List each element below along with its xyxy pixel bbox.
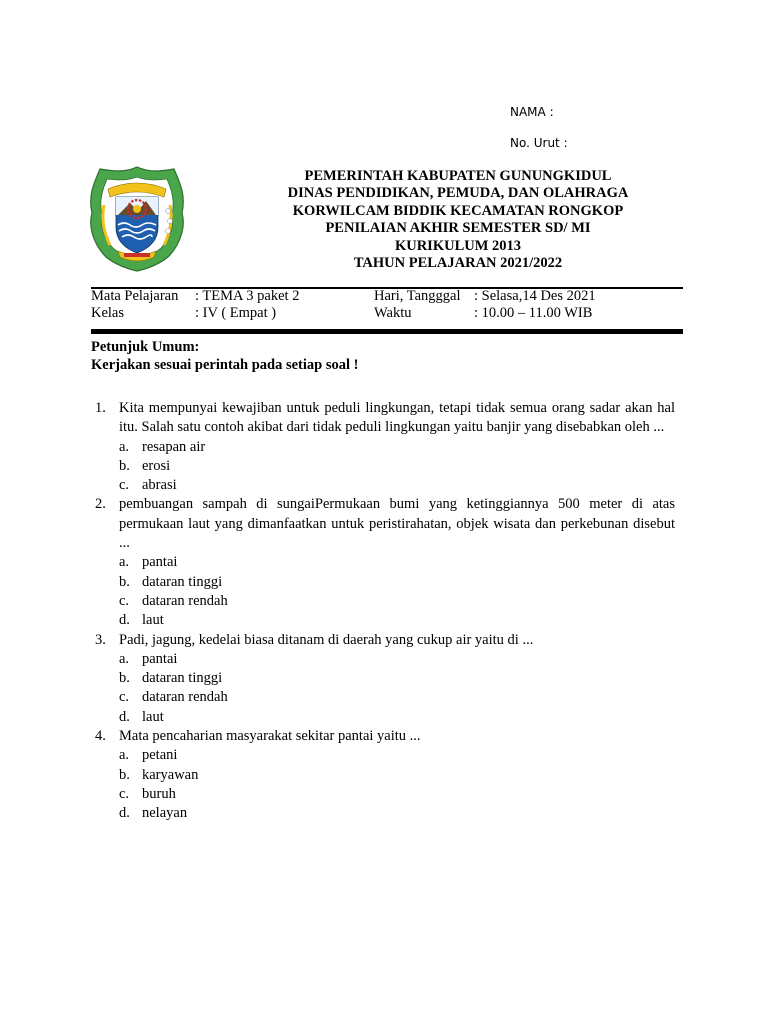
answer-option [91,476,675,495]
class-label: Kelas [91,305,125,321]
question-number: 2. [95,496,106,513]
question-number: 3. [95,631,106,648]
day-value: : Selasa,14 Des 2021 [474,288,596,304]
exam-info [91,288,691,322]
option-letter: c. [119,785,130,802]
answer-option [91,669,675,688]
instructions-text: Kerjakan sesuai perintah pada setiap soal ! [91,357,359,373]
letterhead-line: DINAS PENDIDIKAN, PEMUDA, DAN OLAHRAGA [287,185,629,202]
info-divider [91,329,683,334]
gunungkidul-regency-crest-icon [88,165,186,273]
option-letter: a. [119,650,130,667]
option-text: laut [142,708,164,725]
subject-label: Mata Pelajaran [91,288,179,304]
letterhead [258,168,658,272]
option-text: petani [142,747,178,764]
number-field-label: No. Urut : [510,136,568,150]
option-letter: b. [119,670,130,687]
question-number: 1. [95,400,106,416]
answer-option [91,457,675,476]
option-letter: b. [119,457,130,474]
option-letter: a. [119,747,130,764]
question-text: Kita mempunyai kewajiban untuk peduli lingkungan, tetapi tidak semua orang sadar akan hal itu. Salah satu contoh akibat dari tidak peduli lingkungan yaitu banjir yang disebabkan oleh ... [119,400,675,436]
question-item [91,631,675,650]
option-letter: c. [119,477,130,494]
option-text: resapan air [142,438,206,455]
letterhead-line: PEMERINTAH KABUPATEN GUNUNGKIDUL [304,168,612,184]
answer-option [91,746,675,765]
option-text: pantai [142,650,178,667]
option-text: dataran tinggi [142,573,223,590]
option-letter: b. [119,766,130,783]
class-value: : IV ( Empat ) [195,305,277,321]
answer-option [91,592,675,611]
option-text: dataran tinggi [142,670,223,687]
option-letter: d. [119,805,130,822]
time-value: : 10.00 – 11.00 WIB [474,305,593,321]
answer-option [91,804,675,823]
option-letter: c. [119,592,130,609]
question-list [91,399,675,824]
letterhead-line: TAHUN PELAJARAN 2021/2022 [353,255,563,272]
student-identity [510,104,568,151]
option-text: karyawan [142,766,199,783]
option-text: buruh [142,785,176,802]
option-letter: a. [119,554,130,571]
option-text: abrasi [142,477,177,494]
answer-option [91,553,675,572]
question-text: Padi, jagung, kedelai biasa ditanam di daerah yang cukup air yaitu di ... [119,631,534,648]
answer-option [91,688,675,707]
question-number: 4. [95,728,106,745]
option-text: nelayan [142,805,188,822]
answer-option [91,708,675,727]
general-instructions [91,338,358,374]
answer-option [91,573,675,592]
answer-option [91,611,675,630]
option-text: dataran rendah [142,592,228,609]
day-label: Hari, Tangggal [374,288,461,304]
option-letter: d. [119,612,130,629]
question-text: Mata pencaharian masyarakat sekitar pantai yaitu ... [119,728,421,745]
option-text: laut [142,612,164,629]
subject-value: : TEMA 3 paket 2 [195,288,300,304]
letterhead-line: PENILAIAN AKHIR SEMESTER SD/ MI [325,220,591,237]
instructions-title: Petunjuk Umum: [91,339,200,355]
option-text: pantai [142,554,178,571]
letterhead-line: KORWILCAM BIDDIK KECAMATAN RONGKOP [292,202,624,219]
answer-option [91,438,675,457]
answer-option [91,785,675,804]
option-letter: b. [119,573,130,590]
question-text: pembuangan sampah di sungaiPermukaan bumi yang ketinggiannya 500 meter di atas permukaan laut yang dimanfaatkan untuk peristirahatan, objek wisata dan perkebunan disebut ... [119,496,675,552]
option-text: dataran rendah [142,689,228,706]
answer-option [91,650,675,669]
time-label: Waktu [374,305,412,321]
option-letter: c. [119,689,130,706]
option-letter: a. [119,438,130,455]
option-letter: d. [119,708,130,725]
letterhead-line: KURIKULUM 2013 [394,237,522,254]
answer-option [91,766,675,785]
option-text: erosi [142,457,171,474]
question-item [91,399,675,438]
name-field-label: NAMA : [510,105,554,119]
question-item [91,727,675,746]
question-item [91,495,675,553]
